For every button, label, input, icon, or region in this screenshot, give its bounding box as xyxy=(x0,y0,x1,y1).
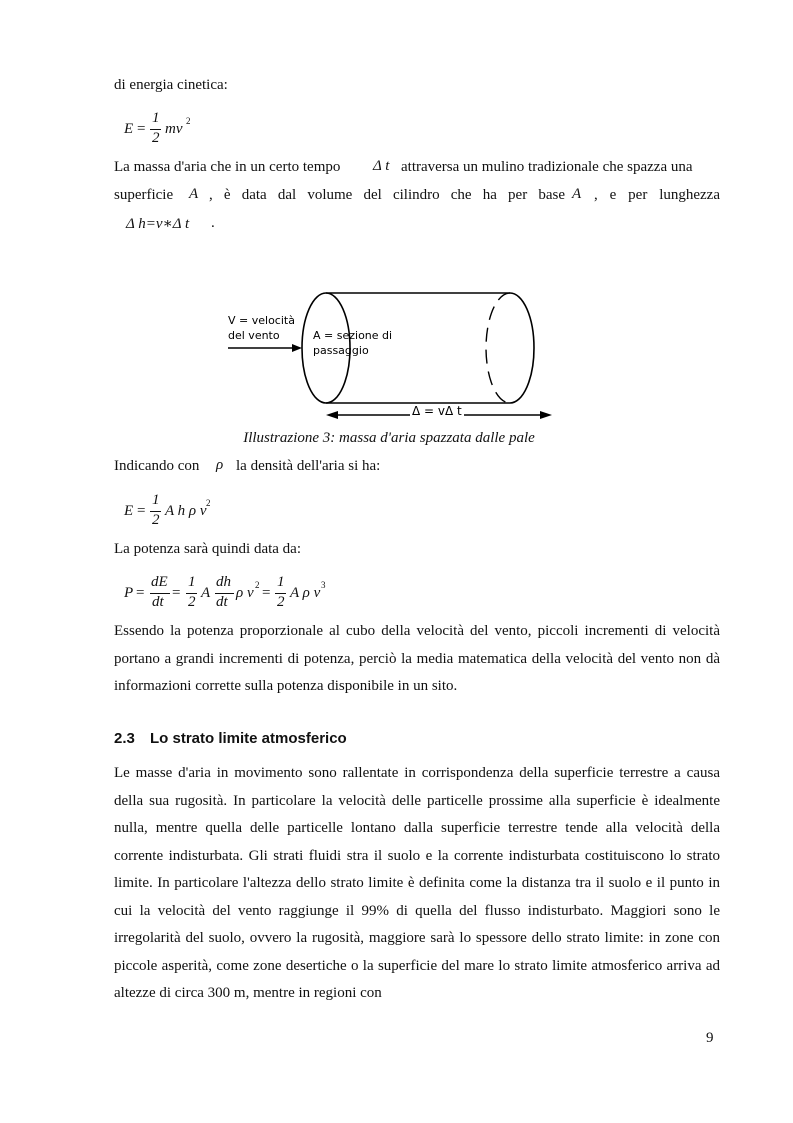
section-title: Lo strato limite atmosferico xyxy=(150,730,347,747)
eq1-denominator: 2 xyxy=(152,130,160,146)
para1-symbol-a: A xyxy=(189,186,199,202)
para2-rho: ρ xyxy=(216,457,224,473)
para1-period: . xyxy=(211,215,215,231)
equation-energy-density xyxy=(124,492,264,532)
fig-label-area-2: passaggio xyxy=(313,344,369,357)
fig-label-velocity-2: del vento xyxy=(228,329,280,342)
eq3-frac1-den: dt xyxy=(152,594,164,610)
cylinder-diagram xyxy=(222,285,562,425)
eq3-equals-1: = xyxy=(136,585,145,601)
para1-line2-middle: , è data dal volume del cilindro che ha per base xyxy=(209,187,565,203)
eq3-area: A xyxy=(201,585,211,601)
para1-delta-t: Δ t xyxy=(373,158,390,174)
fig-label-area-1: A = sezione di xyxy=(313,329,393,342)
para1-line1-end: attraversa un mulino tradizionale che spazza una xyxy=(401,159,693,175)
eq1-numerator: 1 xyxy=(152,110,160,126)
eq3-equals-2: = xyxy=(172,585,181,601)
eq2-equals: = xyxy=(137,503,146,519)
intro-text: di energia cinetica: xyxy=(114,77,228,93)
fig-label-velocity-1: V = velocità xyxy=(228,314,295,327)
para5-text: Le masse d'aria in movimento sono rallentate in corrispondenza della superficie terrestre a causa della sua rugosità. In particolare la velocità delle particelle prossime alla superficie è idealmente nulla, mentre quella delle particelle lontano dalla superficie terrestre tende alla velocità della corrente indisturbata. Gli strati fluidi stra il suolo e la corrente indisturbata costituiscono lo strato limite. In particolare l'altezza dello strato limite è definita come la distanza tra il suolo e il punto in cui la velocità del vento raggiunge il 99% di quella del flusso indisturbato. Maggiori sono le irregolarità del suolo, ovvero la rugosità, maggiore sarà lo spessore dello strato limite: in zone con piccole asperità, come zone desertiche o la superficie del mare lo strato limite atmosferico arriva ad altezze di circa 300 m, mentre in regioni con xyxy=(114,765,720,1001)
eq1-lhs: E xyxy=(124,121,134,137)
eq3-exponent-1: 2 xyxy=(255,580,260,590)
para1-delta-h-expression: Δ h=v∗Δ t xyxy=(126,216,190,232)
para4-text: Essendo la potenza proporzionale al cubo della velocità del vento, piccoli incrementi di velocità portano a grandi incrementi di potenza, perciò la media matematica della velocità del vento non dà informazioni corrette sulla potenza disponibile in un sito. xyxy=(114,623,720,694)
eq2-lhs: E xyxy=(124,503,134,519)
section-heading xyxy=(114,730,347,747)
eq2-rhs: A h ρ v xyxy=(165,503,207,519)
figure-caption: Illustrazione 3: massa d'aria spazzata dalle pale xyxy=(243,430,535,446)
para1-symbol-a-2: A xyxy=(572,186,582,202)
fig-label-length: Δ = vΔ t xyxy=(412,404,462,418)
velocity-arrow-head xyxy=(292,344,302,352)
para1-line2-end: , e per lunghezza xyxy=(594,187,720,203)
eq3-frac2-num: 1 xyxy=(188,574,196,590)
eq3-rho-v: ρ v xyxy=(236,585,254,601)
section-number: 2.3 xyxy=(114,730,135,747)
para1-line2-start: superficie xyxy=(114,187,174,203)
cylinder-right-hidden-edge xyxy=(486,293,510,403)
eq3-frac2-den: 2 xyxy=(188,594,196,610)
eq3-equals-3: = xyxy=(262,585,271,601)
eq3-frac1-num: dE xyxy=(151,574,168,590)
para3-text: La potenza sarà quindi data da: xyxy=(114,541,302,557)
equation-power xyxy=(124,574,344,616)
length-arrow-left-head xyxy=(326,411,338,419)
eq3-frac4-den: 2 xyxy=(277,594,285,610)
para1-line1-start: La massa d'aria che in un certo tempo xyxy=(114,159,341,175)
eq2-numerator: 1 xyxy=(152,492,160,508)
para2-end: la densità dell'aria si ha: xyxy=(236,458,381,474)
eq1-equals: = xyxy=(137,121,146,137)
eq3-exponent-2: 3 xyxy=(321,580,326,590)
eq2-exponent: 2 xyxy=(206,498,211,508)
para2-start: Indicando con xyxy=(114,458,200,474)
cylinder-right-ellipse xyxy=(510,293,534,403)
eq3-lhs: P xyxy=(124,585,134,601)
equation-kinetic-energy xyxy=(124,110,244,150)
eq3-tail: A ρ v xyxy=(290,585,321,601)
eq2-denominator: 2 xyxy=(152,512,160,528)
eq3-frac4-num: 1 xyxy=(277,574,285,590)
eq1-rhs: mv xyxy=(165,121,183,137)
eq3-frac3-den: dt xyxy=(216,594,228,610)
eq3-frac3-num: dh xyxy=(216,574,231,590)
length-arrow-right-head xyxy=(540,411,552,419)
eq1-exponent: 2 xyxy=(186,116,191,126)
page-number: 9 xyxy=(706,1030,714,1046)
